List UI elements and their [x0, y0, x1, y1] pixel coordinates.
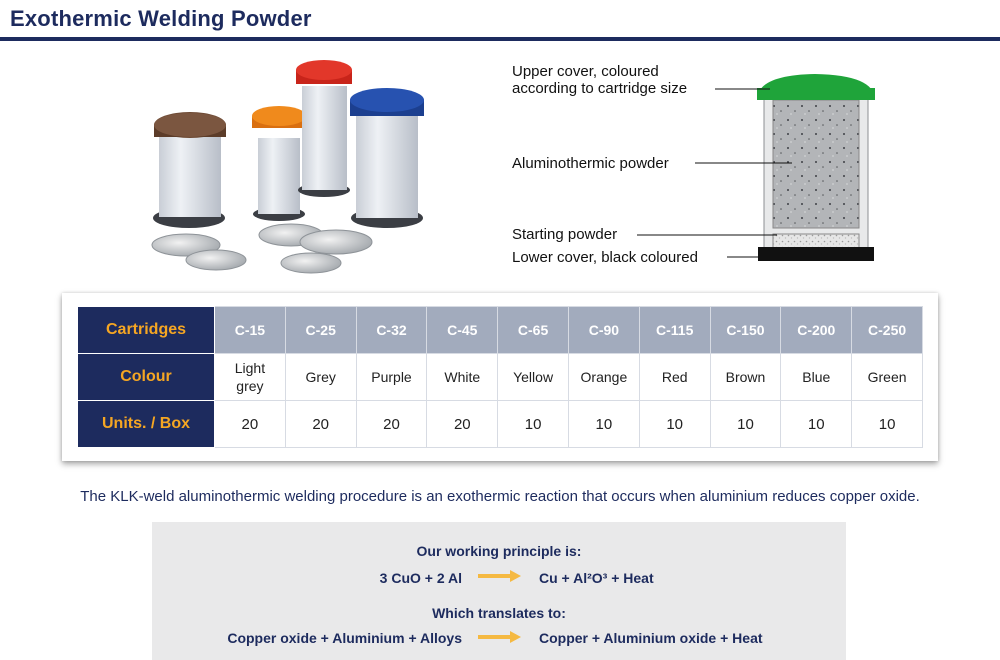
cartridge-cell: C-200: [781, 307, 852, 354]
upper-cover-label: Upper cover, coloured according to cartridge size: [512, 63, 688, 97]
colour-cell: Green: [852, 354, 923, 401]
cartridge-cell: C-90: [568, 307, 639, 354]
units-cell: 20: [285, 401, 356, 448]
aluminothermic-powder-label: Aluminothermic powder: [512, 155, 669, 172]
cartridge-cell: C-65: [498, 307, 569, 354]
units-cell: 10: [710, 401, 781, 448]
colour-row: [78, 354, 923, 401]
principle-heading: Our working principle is:: [416, 543, 582, 559]
cartridge-cell: C-150: [710, 307, 781, 354]
cartridges-photo: [86, 50, 490, 290]
units-cell: 10: [498, 401, 569, 448]
cartridge-cell: C-32: [356, 307, 427, 354]
cartridge-cell: C-250: [852, 307, 923, 354]
cartridge-table-card: [62, 293, 938, 461]
equation-left: 3 CuO + 2 Al: [379, 570, 462, 586]
words-left: Copper oxide + Aluminium + Alloys: [227, 630, 462, 646]
colour-cell: Brown: [710, 354, 781, 401]
units-cell: 20: [356, 401, 427, 448]
units-cell: 20: [427, 401, 498, 448]
cartridge-cell: C-115: [639, 307, 710, 354]
colour-cell: Blue: [781, 354, 852, 401]
units-cell: 10: [568, 401, 639, 448]
colour-cell: Red: [639, 354, 710, 401]
cartridge-diagram: [505, 60, 905, 275]
arrow-icon: [478, 569, 522, 583]
cartridge-table: [77, 306, 923, 448]
cartridge-cross-section: [505, 60, 905, 275]
units-cell: 10: [639, 401, 710, 448]
working-principle-box: [152, 522, 846, 660]
translates-heading: Which translates to:: [432, 605, 566, 621]
cartridge-cell: C-45: [427, 307, 498, 354]
cartridge-cell: C-15: [215, 307, 286, 354]
cartridges-header: Cartridges: [78, 307, 215, 354]
colour-cell: White: [427, 354, 498, 401]
units-header: Units. / Box: [78, 401, 215, 448]
title-divider: [0, 37, 1000, 41]
units-cell: 10: [781, 401, 852, 448]
colour-cell: Light grey: [215, 354, 286, 401]
colour-header: Colour: [78, 354, 215, 401]
procedure-description: The KLK-weld aluminothermic welding procedure is an exothermic reaction that occurs when aluminium reduces copper oxide.: [80, 488, 920, 505]
cartridge-cell: C-25: [285, 307, 356, 354]
page-title: Exothermic Welding Powder: [10, 6, 312, 31]
colour-cell: Yellow: [498, 354, 569, 401]
units-cell: 10: [852, 401, 923, 448]
arrow-icon: [478, 630, 522, 644]
units-cell: 20: [215, 401, 286, 448]
lower-cover-label: Lower cover, black coloured: [512, 249, 698, 266]
colour-cell: Purple: [356, 354, 427, 401]
colour-cell: Orange: [568, 354, 639, 401]
starting-powder-label: Starting powder: [512, 226, 618, 243]
units-row: [78, 401, 923, 448]
equation-right: Cu + Al²O³ + Heat: [539, 570, 654, 586]
cartridges-row: [78, 307, 923, 354]
words-right: Copper + Aluminium oxide + Heat: [539, 630, 763, 646]
colour-cell: Grey: [285, 354, 356, 401]
